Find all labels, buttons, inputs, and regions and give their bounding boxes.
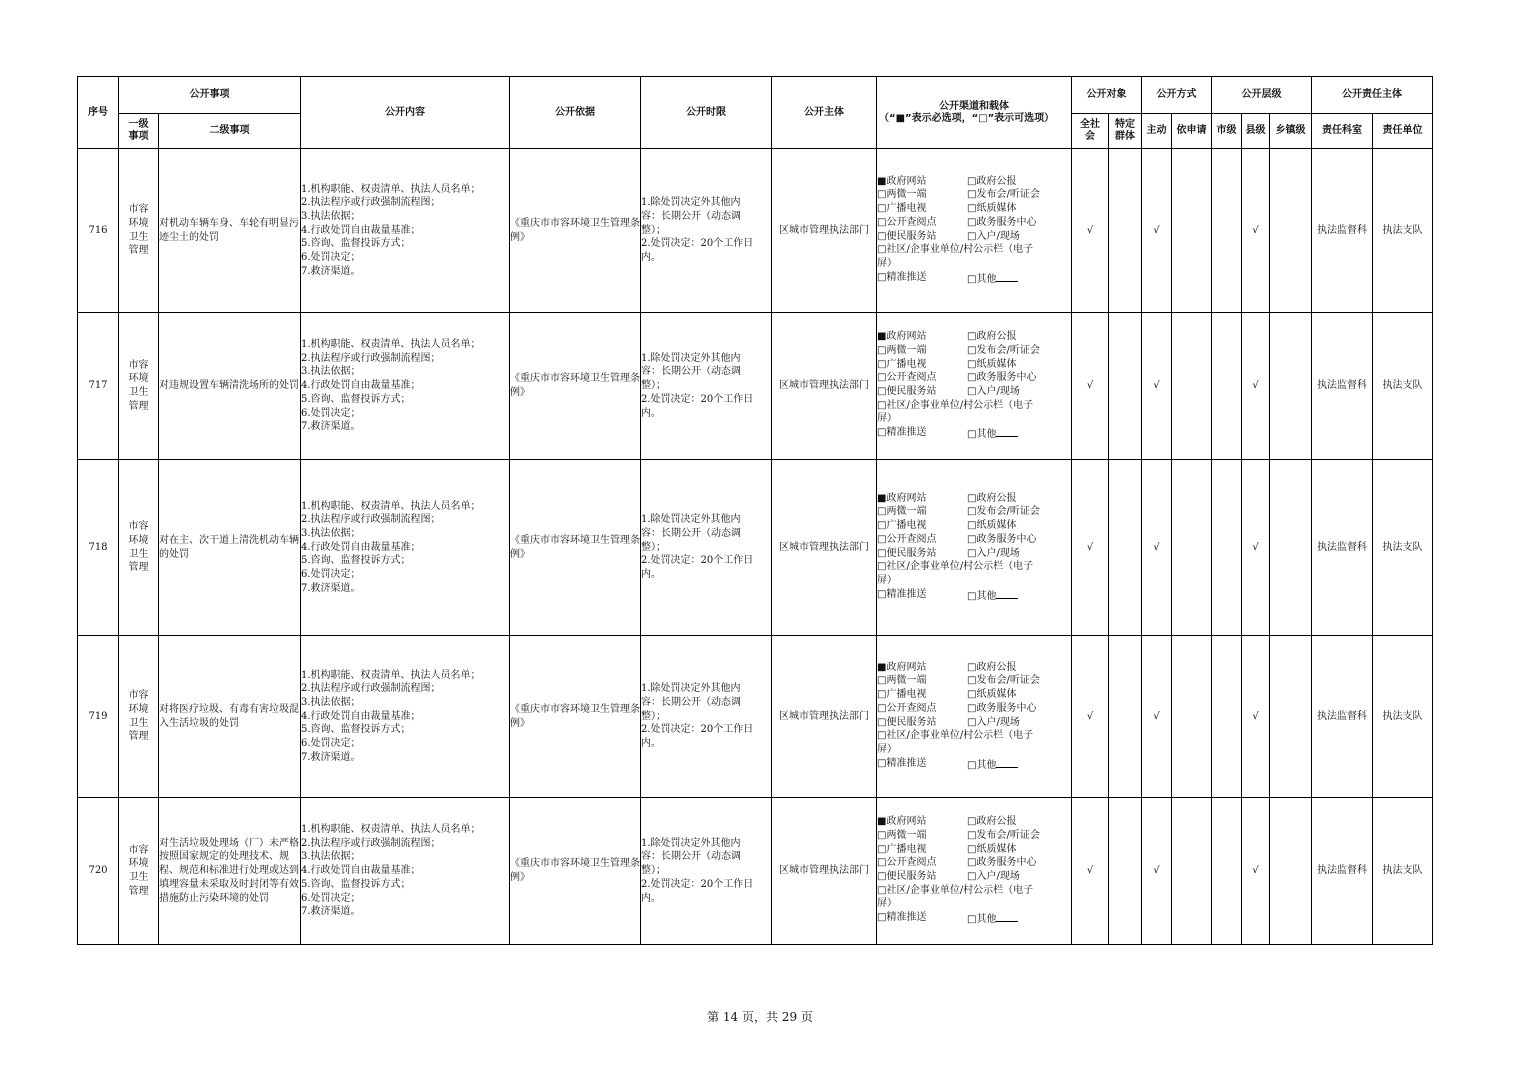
row-content: [301, 149, 510, 313]
channel-option-community: □社区/企事业单位/村公示栏（电子 屏）: [877, 730, 1034, 755]
header-level-county: 县级: [1242, 114, 1270, 149]
content-line: 6.处罚决定；: [301, 569, 361, 581]
channel-option: ■政府网站: [877, 661, 927, 673]
level1-line: 卫生: [128, 387, 149, 398]
row-channel: [877, 460, 1072, 636]
channel-option: □精准推送: [877, 757, 927, 769]
header-target: 公开对象: [1072, 77, 1142, 114]
channel-row: [877, 688, 1071, 702]
time-line: 1.除处罚决定外其他内: [641, 197, 741, 209]
method-active-check: √: [1142, 798, 1172, 945]
header-resp-unit: 责任单位: [1373, 114, 1433, 149]
channel-option: □政府公报: [967, 175, 1017, 187]
content-line: 2.执法程序或行政强制流程图；: [301, 683, 441, 695]
row-level1: [119, 313, 159, 460]
time-line: 1.除处罚决定外其他内: [641, 514, 741, 526]
fill-blank: [996, 911, 1018, 922]
channel-row: [877, 661, 1071, 675]
fill-blank: [996, 588, 1018, 599]
target-specific-cell: [1109, 313, 1142, 460]
method-active-check: √: [1142, 460, 1172, 636]
header-target-all: 全社会: [1072, 114, 1109, 149]
channel-option: □便民服务站: [877, 386, 937, 397]
header-method-active: 主动: [1142, 114, 1172, 149]
row-content: [301, 460, 510, 636]
row-resp-dept: 执法监督科: [1312, 798, 1373, 945]
level1-line: 卫生: [128, 717, 149, 729]
channel-option: □精准推送: [877, 588, 927, 600]
header-level1: 一级事项: [119, 114, 159, 149]
channel-option: ■政府网站: [877, 492, 927, 504]
level1-line: 管理: [128, 245, 149, 257]
row-time: [641, 149, 772, 313]
channel-option: □入户/现场: [967, 230, 1020, 242]
level1-line: 市容: [128, 690, 149, 702]
row-content: [301, 636, 510, 798]
row-level2: 对机动车辆车身、车轮有明显污迹尘土的处罚: [159, 149, 301, 313]
channel-option: □入户/现场: [967, 871, 1020, 882]
level1-line: 管理: [128, 562, 149, 574]
channel-option: □其他: [967, 588, 1018, 604]
content-line: 7.救济渠道。: [301, 265, 361, 277]
row-time: [641, 313, 772, 460]
channel-option: □广播电视: [877, 520, 927, 532]
channel-option: □发布会/听证会: [967, 829, 1040, 841]
level-county-check: √: [1242, 798, 1270, 945]
channel-row: [877, 856, 1071, 870]
header-channel-note: （“■”表示必选项，“□”表示可选项）: [879, 112, 1055, 124]
header-channel-title: 公开渠道和载体: [939, 100, 1009, 112]
page-footer: 第 14 页，共 29 页: [707, 1010, 813, 1024]
content-line: 4.行政处罚自由裁量基准；: [301, 541, 421, 553]
content-line: 1.机构职能、权责清单、执法人员名单；: [301, 183, 481, 195]
channel-option: □广播电视: [877, 843, 927, 855]
level1-line: 卫生: [128, 872, 149, 883]
time-line: 2.处罚决定：20个工作日: [641, 878, 754, 890]
target-all-check: √: [1072, 798, 1109, 945]
channel-row: [877, 188, 1071, 202]
channel-option: □便民服务站: [877, 716, 937, 728]
disclosure-table: [77, 76, 1433, 945]
channel-option: □入户/现场: [967, 386, 1020, 397]
time-line: 整）；: [641, 541, 666, 553]
channel-option: □公开查阅点: [877, 533, 937, 545]
channel-option: □纸质媒体: [967, 520, 1017, 532]
header-level2: 二级事项: [159, 114, 301, 149]
channel-option: □发布会/听证会: [967, 675, 1040, 687]
content-line: 5.咨询、监督投诉方式；: [301, 555, 411, 567]
level-county-check: √: [1242, 460, 1270, 636]
content-line: 2.执法程序或行政强制流程图；: [301, 352, 441, 364]
row-level1: [119, 149, 159, 313]
channel-option: □政务服务中心: [967, 857, 1037, 869]
row-subject: 区城市管理执法部门: [772, 636, 877, 798]
channel-row: [877, 344, 1071, 358]
row-resp-dept: 执法监督科: [1312, 149, 1373, 313]
content-line: 7.救济渠道。: [301, 421, 361, 433]
level-city-cell: [1212, 149, 1242, 313]
content-line: 7.救济渠道。: [301, 906, 361, 918]
row-basis: 《重庆市市容环境卫生管理条例》: [510, 460, 641, 636]
time-line: 内。: [641, 252, 661, 264]
content-line: 1.机构职能、权责清单、执法人员名单；: [301, 339, 481, 351]
row-content: [301, 313, 510, 460]
target-specific-cell: [1109, 636, 1142, 798]
time-line: 内。: [641, 738, 661, 750]
channel-row: [877, 330, 1071, 344]
table-row: [78, 149, 1433, 313]
row-channel: [877, 798, 1072, 945]
channel-row: [877, 371, 1071, 385]
channel-option: □两微一端: [877, 344, 927, 356]
content-line: 5.咨询、监督投诉方式；: [301, 238, 411, 250]
channel-row: [877, 358, 1071, 372]
channel-row: [877, 505, 1071, 519]
channel-option: □发布会/听证会: [967, 189, 1040, 201]
target-all-check: √: [1072, 636, 1109, 798]
method-apply-cell: [1172, 636, 1212, 798]
row-time: [641, 460, 772, 636]
channel-row: [877, 674, 1071, 688]
row-seq: 716: [78, 149, 119, 313]
channel-option: □其他: [967, 426, 1018, 442]
time-line: 容：长期公开（动态调: [641, 527, 741, 539]
channel-option-community: □社区/企事业单位/村公示栏（电子 屏）: [877, 884, 1034, 910]
header-resp: 公开责任主体: [1312, 77, 1433, 114]
channel-option: □纸质媒体: [967, 689, 1017, 701]
level1-line: 环境: [128, 534, 149, 546]
channel-option: □入户/现场: [967, 716, 1020, 728]
channel-option: □政务服务中心: [967, 216, 1037, 228]
channel-option: □政务服务中心: [967, 372, 1037, 384]
channel-option: □精准推送: [877, 427, 927, 439]
level1-line: 管理: [128, 400, 149, 412]
level-town-cell: [1270, 798, 1312, 945]
channel-row: [877, 426, 1071, 442]
header-method-apply: 依申请: [1172, 114, 1212, 149]
row-seq: 718: [78, 460, 119, 636]
channel-row: [877, 230, 1071, 244]
content-line: 5.咨询、监督投诉方式；: [301, 393, 411, 405]
content-line: 4.行政处罚自由裁量基准；: [301, 224, 421, 236]
time-line: 1.除处罚决定外其他内: [641, 683, 741, 695]
time-line: 容：长期公开（动态调: [641, 210, 741, 222]
time-line: 整）；: [641, 710, 666, 722]
channel-option: □其他: [967, 271, 1018, 287]
row-level1: [119, 636, 159, 798]
channel-row: [877, 519, 1071, 533]
level1-line: 环境: [128, 703, 149, 715]
level-city-cell: [1212, 313, 1242, 460]
level1-line: 环境: [128, 373, 149, 385]
channel-option: □其他: [967, 757, 1018, 773]
table-row: [78, 636, 1433, 798]
row-seq: 720: [78, 798, 119, 945]
row-level2: 对在主、次干道上清洗机动车辆的处罚: [159, 460, 301, 636]
content-line: 3.执法依据；: [301, 696, 361, 708]
channel-row: [877, 216, 1071, 230]
method-active-check: √: [1142, 313, 1172, 460]
fill-blank: [996, 757, 1018, 768]
channel-option: □其他: [967, 911, 1018, 927]
row-content: [301, 798, 510, 945]
header-channel: [877, 77, 1072, 149]
row-channel: [877, 313, 1072, 460]
target-specific-cell: [1109, 460, 1142, 636]
row-subject: 区城市管理执法部门: [772, 798, 877, 945]
target-specific-cell: [1109, 798, 1142, 945]
header-item: 公开事项: [119, 77, 301, 114]
header-basis: 公开依据: [510, 77, 641, 149]
method-active-check: √: [1142, 149, 1172, 313]
content-line: 4.行政处罚自由裁量基准；: [301, 710, 421, 722]
header-level-town: 乡镇级: [1270, 114, 1312, 149]
channel-option: □政府公报: [967, 661, 1017, 673]
content-line: 6.处罚决定；: [301, 892, 361, 904]
row-resp-unit: 执法支队: [1373, 636, 1433, 798]
channel-row: [877, 588, 1071, 604]
content-line: 1.机构职能、权责清单、执法人员名单；: [301, 669, 481, 681]
header-level-city: 市级: [1212, 114, 1242, 149]
time-line: 1.除处罚决定外其他内: [641, 352, 741, 364]
target-all-check: √: [1072, 460, 1109, 636]
row-subject: 区城市管理执法部门: [772, 149, 877, 313]
content-line: 4.行政处罚自由裁量基准；: [301, 380, 421, 392]
time-line: 1.除处罚决定外其他内: [641, 837, 741, 849]
level1-line: 市容: [128, 204, 149, 216]
row-resp-dept: 执法监督科: [1312, 636, 1373, 798]
channel-option: □两微一端: [877, 829, 927, 841]
level-city-cell: [1212, 460, 1242, 636]
level-city-cell: [1212, 636, 1242, 798]
time-line: 容：长期公开（动态调: [641, 696, 741, 708]
method-apply-cell: [1172, 149, 1212, 313]
header-time: 公开时限: [641, 77, 772, 149]
row-basis: 《重庆市市容环境卫生管理条例》: [510, 798, 641, 945]
channel-row: [877, 533, 1071, 547]
channel-row: [877, 271, 1071, 287]
target-all-check: √: [1072, 149, 1109, 313]
level-town-cell: [1270, 313, 1312, 460]
row-resp-dept: 执法监督科: [1312, 460, 1373, 636]
level1-line: 环境: [128, 858, 149, 870]
row-level2: 对将医疗垃圾、有毒有害垃圾混入生活垃圾的处罚: [159, 636, 301, 798]
level-county-check: √: [1242, 636, 1270, 798]
level1-line: 卫生: [128, 231, 149, 243]
row-resp-unit: 执法支队: [1373, 460, 1433, 636]
content-line: 3.执法依据；: [301, 527, 361, 539]
channel-option: □纸质媒体: [967, 358, 1017, 370]
row-channel: [877, 636, 1072, 798]
content-line: 2.执法程序或行政强制流程图；: [301, 837, 441, 849]
channel-option: □精准推送: [877, 271, 927, 283]
channel-option: ■政府网站: [877, 175, 927, 187]
time-line: 整）；: [641, 224, 666, 236]
channel-option: □便民服务站: [877, 547, 937, 559]
channel-option: □精准推送: [877, 912, 927, 924]
row-resp-unit: 执法支队: [1373, 798, 1433, 945]
channel-option: □政务服务中心: [967, 702, 1037, 714]
channel-option: □公开查阅点: [877, 372, 937, 384]
channel-option-community: □社区/企事业单位/村公示栏（电子 屏）: [877, 244, 1034, 269]
channel-row: [877, 716, 1071, 730]
level-town-cell: [1270, 636, 1312, 798]
header-seq: 序号: [78, 77, 119, 149]
channel-option-community: □社区/企事业单位/村公示栏（电子 屏）: [877, 399, 1034, 425]
row-basis: 《重庆市市容环境卫生管理条例》: [510, 636, 641, 798]
fill-blank: [996, 426, 1018, 437]
method-apply-cell: [1172, 798, 1212, 945]
header-method: 公开方式: [1142, 77, 1212, 114]
row-seq: 717: [78, 313, 119, 460]
time-line: 2.处罚决定：20个工作日: [641, 724, 754, 736]
level-county-check: √: [1242, 149, 1270, 313]
row-level1: [119, 460, 159, 636]
time-line: 2.处罚决定：20个工作日: [641, 238, 754, 250]
content-line: 3.执法依据；: [301, 851, 361, 863]
time-line: 内。: [641, 569, 661, 581]
level-town-cell: [1270, 460, 1312, 636]
content-line: 1.机构职能、权责清单、执法人员名单；: [301, 500, 481, 512]
channel-row: [877, 843, 1071, 857]
channel-option: □两微一端: [877, 189, 927, 201]
time-line: 容：长期公开（动态调: [641, 366, 741, 378]
header-target-specific: 特定群体: [1109, 114, 1142, 149]
time-line: 整）；: [641, 865, 666, 877]
channel-option: □纸质媒体: [967, 843, 1017, 855]
content-line: 3.执法依据；: [301, 210, 361, 222]
channel-option: □公开查阅点: [877, 857, 937, 869]
channel-option: □政府公报: [967, 816, 1017, 828]
content-line: 6.处罚决定；: [301, 252, 361, 264]
time-line: 内。: [641, 407, 661, 419]
row-subject: 区城市管理执法部门: [772, 313, 877, 460]
time-line: 整）；: [641, 380, 666, 392]
channel-option: □政府公报: [967, 492, 1017, 504]
level1-line: 市容: [128, 359, 149, 371]
channel-option: □政务服务中心: [967, 533, 1037, 545]
time-line: 容：长期公开（动态调: [641, 851, 741, 863]
row-basis: 《重庆市市容环境卫生管理条例》: [510, 313, 641, 460]
row-subject: 区城市管理执法部门: [772, 460, 877, 636]
content-line: 2.执法程序或行政强制流程图；: [301, 514, 441, 526]
row-seq: 719: [78, 636, 119, 798]
content-line: 3.执法依据；: [301, 366, 361, 378]
channel-row: [877, 702, 1071, 716]
method-apply-cell: [1172, 313, 1212, 460]
channel-option: □政府公报: [967, 331, 1017, 343]
time-line: 内。: [641, 892, 661, 904]
row-basis: 《重庆市市容环境卫生管理条例》: [510, 149, 641, 313]
content-line: 2.执法程序或行政强制流程图；: [301, 197, 441, 209]
table-row: [78, 798, 1433, 945]
row-level1: [119, 798, 159, 945]
channel-option: □两微一端: [877, 675, 927, 687]
channel-option: □广播电视: [877, 689, 927, 701]
channel-option: □广播电视: [877, 358, 927, 370]
level1-line: 市容: [128, 844, 149, 856]
level-county-check: √: [1242, 313, 1270, 460]
fill-blank: [996, 271, 1018, 282]
channel-option: □公开查阅点: [877, 216, 937, 228]
channel-row: [877, 202, 1071, 216]
row-resp-unit: 执法支队: [1373, 313, 1433, 460]
channel-row: [877, 547, 1071, 561]
channel-row: [877, 829, 1071, 843]
content-line: 1.机构职能、权责清单、执法人员名单；: [301, 824, 481, 836]
level1-line: 管理: [128, 885, 149, 897]
content-line: 5.咨询、监督投诉方式；: [301, 878, 411, 890]
channel-option: □两微一端: [877, 506, 927, 518]
content-line: 6.处罚决定；: [301, 738, 361, 750]
method-apply-cell: [1172, 460, 1212, 636]
header-content: 公开内容: [301, 77, 510, 149]
level-town-cell: [1270, 149, 1312, 313]
row-time: [641, 636, 772, 798]
content-line: 7.救济渠道。: [301, 582, 361, 594]
channel-option: □便民服务站: [877, 871, 937, 882]
method-active-check: √: [1142, 636, 1172, 798]
row-resp-dept: 执法监督科: [1312, 313, 1373, 460]
channel-row: [877, 815, 1071, 829]
channel-option: □广播电视: [877, 203, 927, 215]
target-specific-cell: [1109, 149, 1142, 313]
content-line: 5.咨询、监督投诉方式；: [301, 724, 411, 736]
content-line: 4.行政处罚自由裁量基准；: [301, 865, 421, 877]
row-level2: 对生活垃圾处理场（厂）未严格按照国家规定的处理技术、规程、规范和标准进行处理或达到填埋容量未采取及时封闭等有效措施防止污染环境的处罚: [159, 798, 301, 945]
level1-line: 市容: [128, 521, 149, 533]
channel-row: [877, 757, 1071, 773]
level1-line: 卫生: [128, 548, 149, 560]
table-row: [78, 460, 1433, 636]
channel-option: □公开查阅点: [877, 702, 937, 714]
level-city-cell: [1212, 798, 1242, 945]
level1-line: 环境: [128, 217, 149, 229]
row-level2: 对违规设置车辆清洗场所的处罚: [159, 313, 301, 460]
channel-row: [877, 492, 1071, 506]
content-line: 7.救济渠道。: [301, 751, 361, 763]
time-line: 2.处罚决定：20个工作日: [641, 555, 754, 567]
channel-option: □便民服务站: [877, 230, 937, 242]
channel-option: □发布会/听证会: [967, 506, 1040, 518]
row-resp-unit: 执法支队: [1373, 149, 1433, 313]
channel-row: [877, 175, 1071, 189]
channel-option: ■政府网站: [877, 331, 927, 343]
target-all-check: √: [1072, 313, 1109, 460]
channel-row: [877, 911, 1071, 927]
channel-option-community: □社区/企事业单位/村公示栏（电子 屏）: [877, 561, 1034, 586]
channel-option: □纸质媒体: [967, 203, 1017, 215]
channel-option: □入户/现场: [967, 547, 1020, 559]
channel-option: ■政府网站: [877, 816, 927, 828]
header-subject: 公开主体: [772, 77, 877, 149]
channel-row: [877, 385, 1071, 399]
header-level: 公开层级: [1212, 77, 1312, 114]
row-time: [641, 798, 772, 945]
time-line: 2.处罚决定：20个工作日: [641, 393, 754, 405]
channel-row: [877, 870, 1071, 884]
content-line: 6.处罚决定；: [301, 407, 361, 419]
row-channel: [877, 149, 1072, 313]
level1-line: 管理: [128, 731, 149, 743]
channel-option: □发布会/听证会: [967, 344, 1040, 356]
header-resp-dept: 责任科室: [1312, 114, 1373, 149]
table-row: [78, 313, 1433, 460]
